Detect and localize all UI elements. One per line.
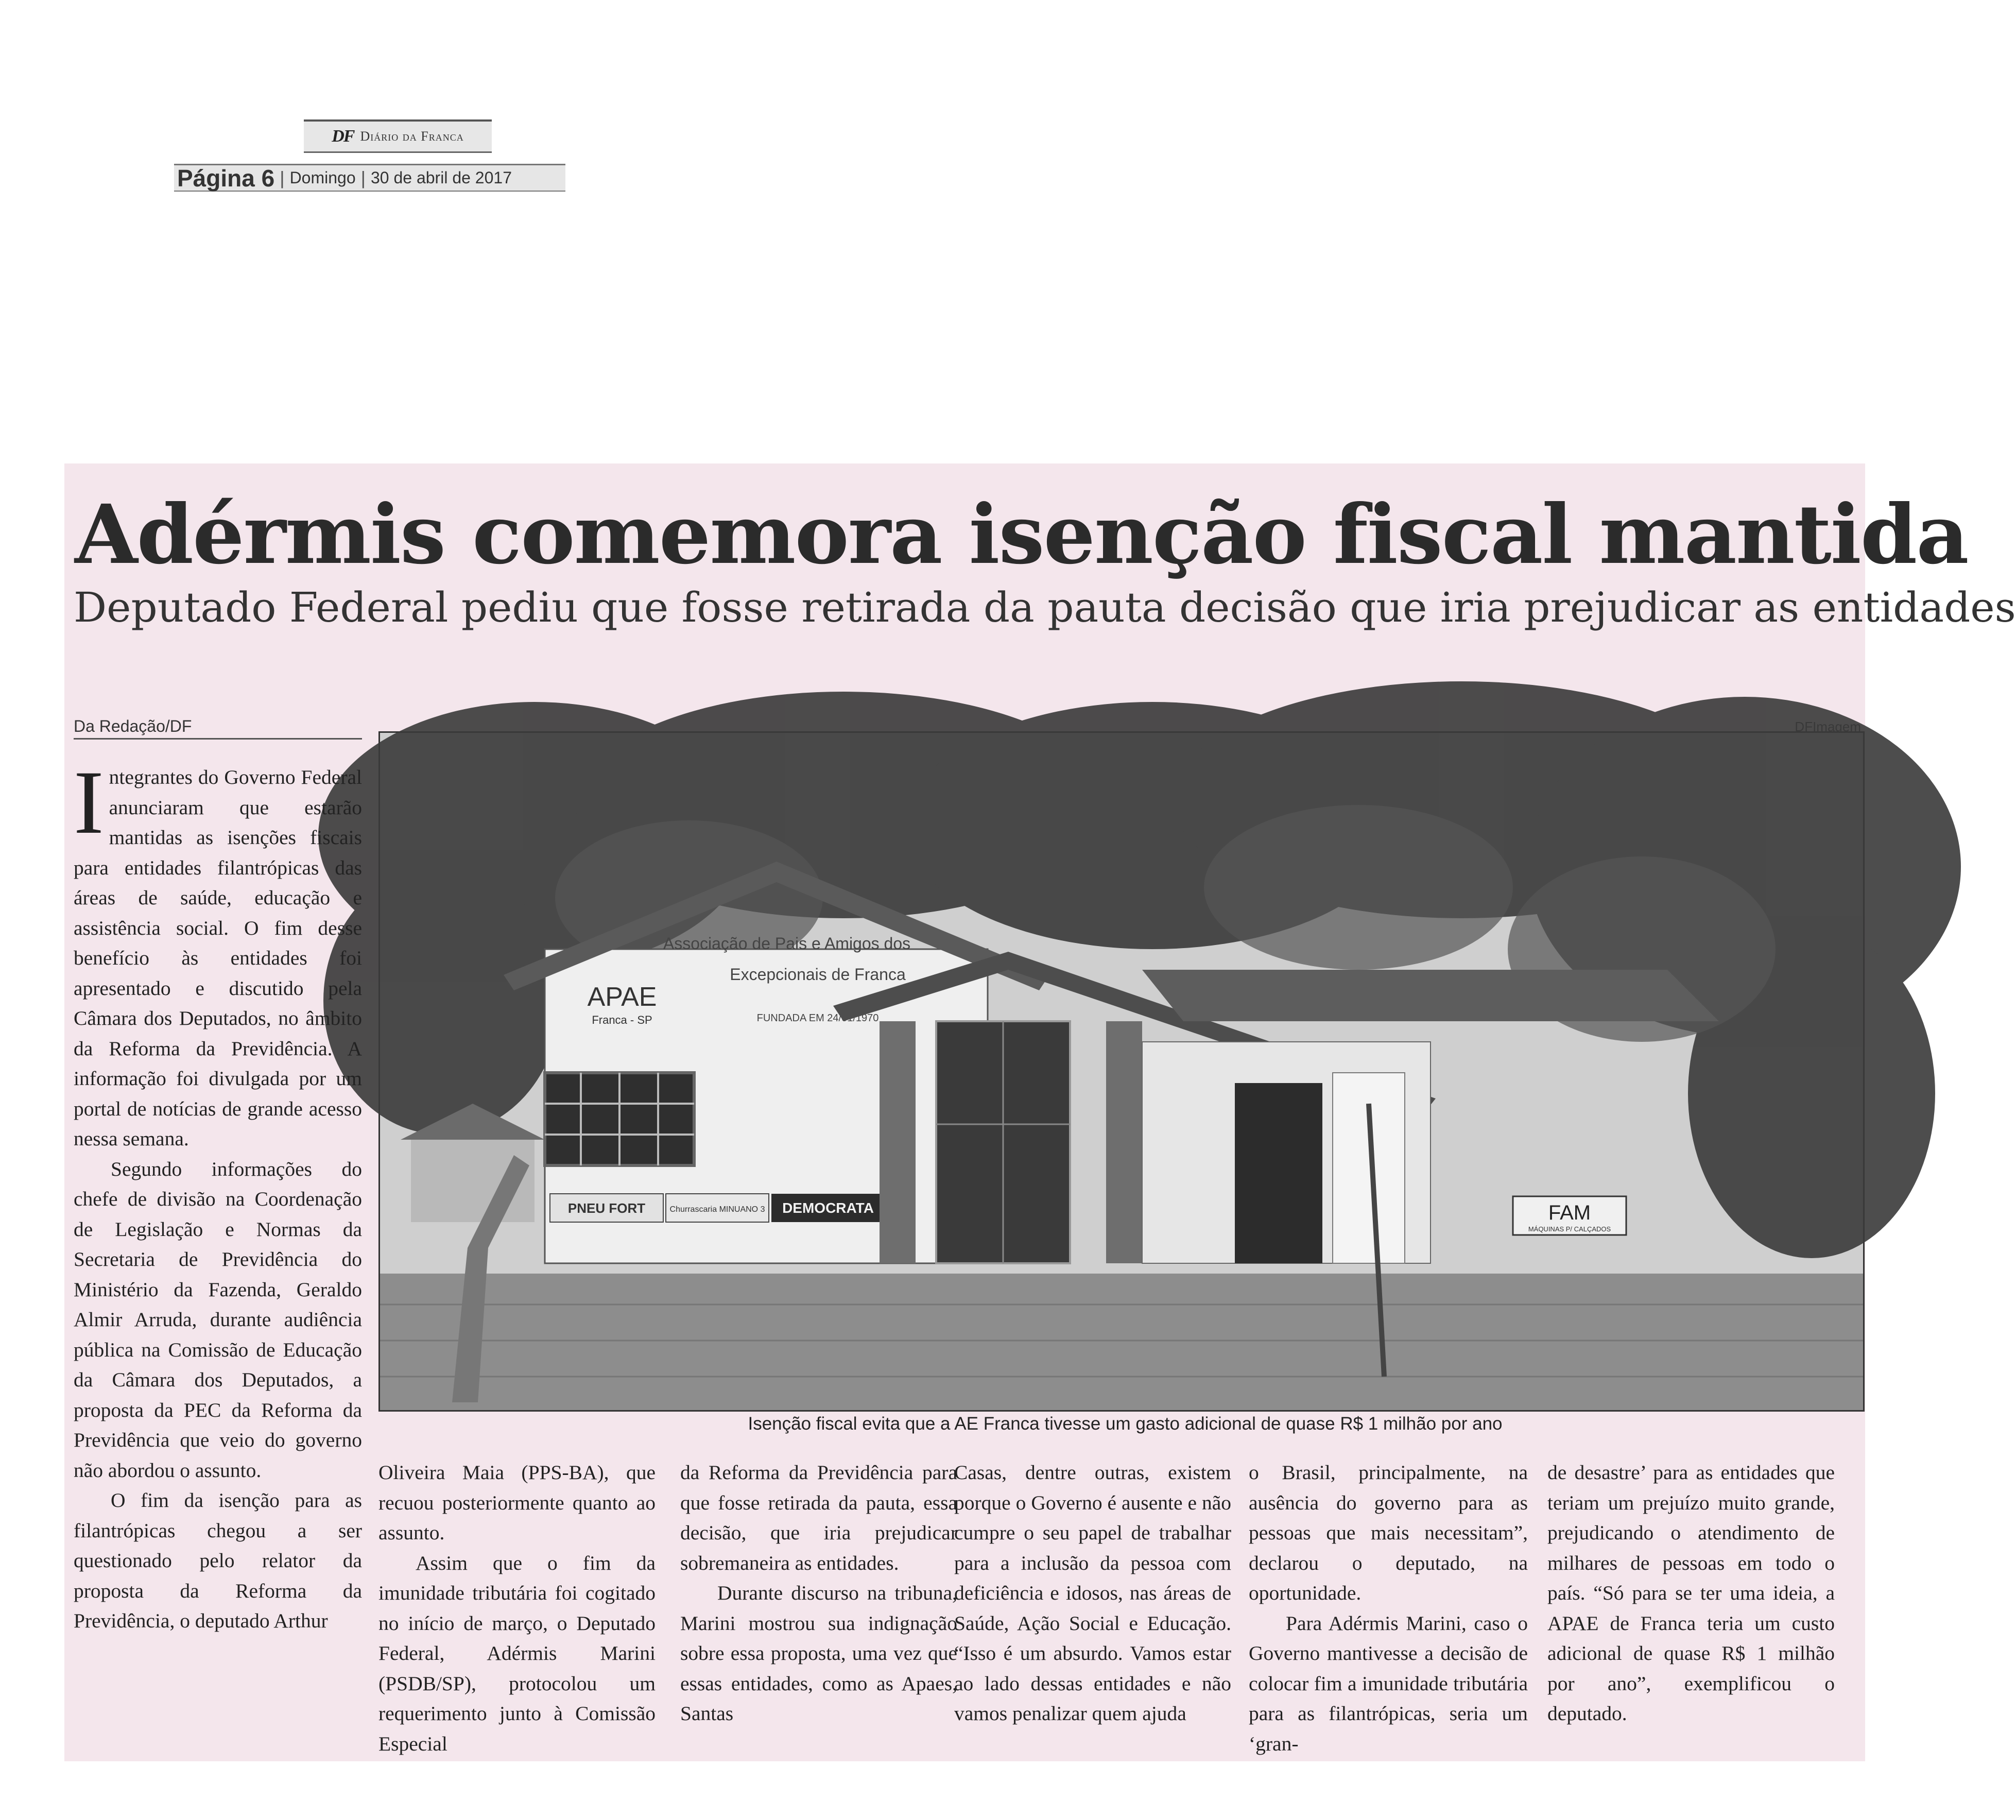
masthead-logo: DF [332, 127, 354, 146]
sign-founded: FUNDADA EM 24/01/1970 [756, 1012, 879, 1024]
column-5-paragraph-1: o Brasil, principalmente, na ausência do governo para as pessoas que mais necessitam”, declarou o deputado, na oportunidade. [1249, 1461, 1528, 1604]
sign-text-line1: Associação de Pais e Amigos dos [663, 934, 911, 953]
sign-text-line2: Excepcionais de Franca [730, 965, 906, 984]
article-photo [378, 731, 1865, 1412]
article-column-1 [74, 752, 362, 1636]
banner-democrata: DEMOCRATA [782, 1200, 874, 1216]
article-column-3 [680, 1457, 957, 1729]
page-day: Domingo [289, 168, 356, 187]
apae-building-photo [380, 733, 1863, 1410]
banner-churrascaria: Churrascaria MINUANO 3 [669, 1205, 765, 1214]
article-column-4 [954, 1457, 1231, 1729]
column-1-paragraph-1: ntegrantes do Governo Federal anunciaram que estarão mantidas as isenções fiscais para entidades filantrópicas das áreas de saúde, educação e assistência social. O fim desse benefício às entidades foi apresentado e discutido pela Câmara dos Deputados, no âmbito da Reforma da Previdência. A informação foi divulgada por um portal de notícias de grande acesso nessa semana. [74, 766, 362, 1150]
article-column-5 [1249, 1457, 1528, 1759]
separator: | [280, 167, 285, 188]
column-2-paragraph-1: Oliveira Maia (PPS-BA), que recuou posteriormente quanto ao assunto. [378, 1461, 656, 1544]
drop-cap: I [74, 752, 104, 853]
page-date: 30 de abril de 2017 [370, 168, 512, 187]
article-column-2 [378, 1457, 656, 1759]
sign-apae: APAE [587, 982, 657, 1012]
article-byline: Da Redação/DF [74, 717, 362, 740]
column-5-paragraph-2: Para Adérmis Marini, caso o Governo mantivesse a decisão de colocar fim a imunidade tributária para as filantrópicas, seria um ‘gran- [1249, 1611, 1528, 1755]
column-3-paragraph-1: da Reforma da Previdência para que fosse retirada da pauta, essa decisão, que iria prejudicar sobremaneira as entidades. [680, 1461, 957, 1574]
banner-pneu-fort: PNEU FORT [567, 1200, 646, 1216]
article-deck: Deputado Federal pediu que fosse retirada da pauta decisão que iria prejudicar as entidades [74, 583, 2016, 631]
banner-fam: FAM [1548, 1201, 1591, 1224]
page-info-bar [174, 164, 565, 192]
column-2-paragraph-2: Assim que o fim da imunidade tributária foi cogitado no início de março, o Deputado Federal, Adérmis Marini (PSDB/SP), protocolou um requerimento junto à Comissão Especial [378, 1551, 656, 1755]
page-number: Página 6 [177, 164, 275, 192]
sign-city: Franca - SP [592, 1014, 652, 1026]
banner-fam-sub: MÁQUINAS P/ CALÇADOS [1528, 1225, 1611, 1233]
newspaper-masthead [304, 119, 492, 153]
article-headline: Adérmis comemora isenção fiscal mantida [75, 487, 1968, 582]
separator: | [360, 167, 366, 188]
article-column-6 [1547, 1457, 1835, 1729]
column-4-paragraph-1: Casas, dentre outras, existem porque o Governo é ausente e não cumpre o seu papel de trabalhar para a inclusão da pessoa com deficiência e idosos, nas áreas de Saúde, Ação Social e Educação. “Isso é um absurdo. Vamos estar ao lado dessas entidades e não vamos penalizar quem ajuda [954, 1461, 1231, 1725]
photo-caption: Isenção fiscal evita que a AE Franca tivesse um gasto adicional de quase R$ 1 milhão por ano [748, 1414, 1503, 1434]
masthead-name: Diário da Franca [360, 129, 464, 144]
column-3-paragraph-2: Durante discurso na tribuna, Marini mostrou sua indignação sobre essa proposta, uma vez que essas entidades, como as Apaes, Santas [680, 1582, 957, 1725]
column-6-paragraph-1: de desastre’ para as entidades que teriam um prejuízo muito grande, prejudicando o atendimento de milhares de pessoas em todo o país. “Só para se ter uma ideia, a APAE de Franca teria um custo adicional de quase R$ 1 milhão por ano”, exemplificou o deputado. [1547, 1461, 1835, 1725]
column-1-paragraph-3: O fim da isenção para as filantrópicas chegou a ser questionado pelo relator da proposta da Reforma da Previdência, o deputado Arthur [74, 1489, 362, 1632]
column-1-paragraph-2: Segundo informações do chefe de divisão na Coordenação de Legislação e Normas da Secretaria de Previdência do Ministério da Fazenda, Geraldo Almir Arruda, durante audiência pública na Comissão de Educação da Câmara dos Deputados, a proposta da PEC da Reforma da Previdência que veio do governo não abordou o assunto. [74, 1157, 362, 1482]
article-clipping [64, 463, 2016, 1761]
